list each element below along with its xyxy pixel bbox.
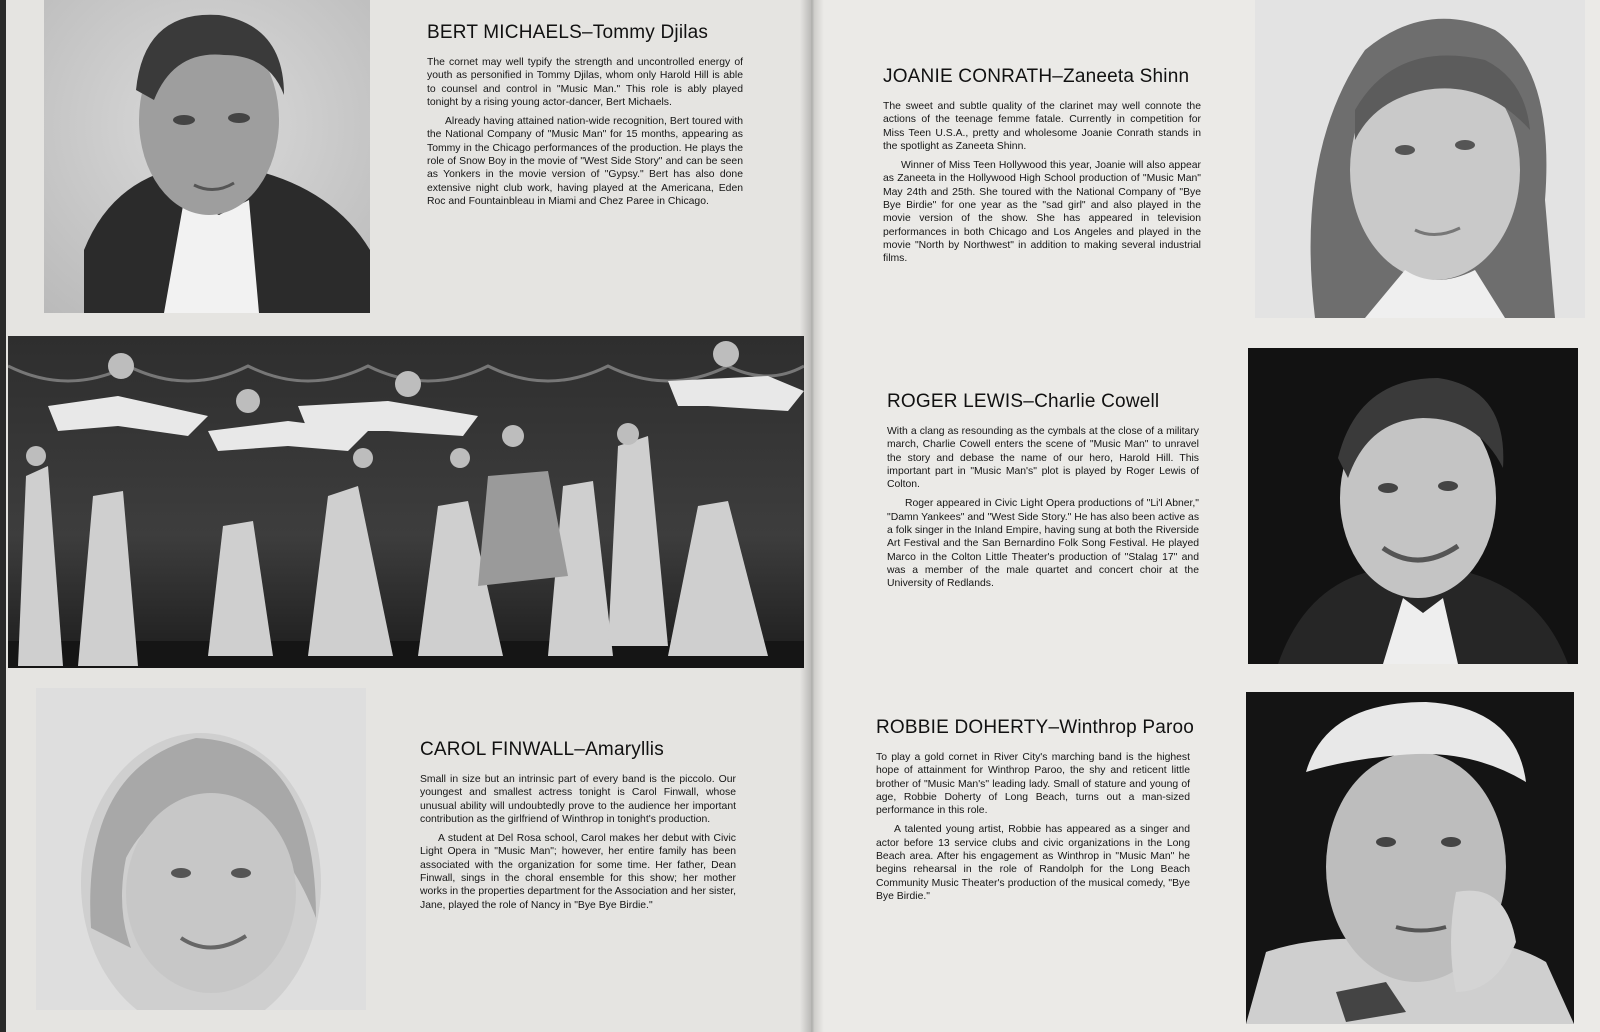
bio-paragraph: Winner of Miss Teen Hollywood this year, Joanie will also appear as Zaneeta in the Hollywood High School production of "Music Man" May 24th and 25th. She toured with the National Company of "Bye Bye Birdie" for one year as the "sad girl" and also played in the movie version of the show. She has appeared in television performances in both Chicago and Los Angeles and played in the movie "North by Northwest" in addition to making several industrial films. (883, 160, 1201, 265)
bio-paragraph: The sweet and subtle quality of the clarinet may well connote the actions of the teenage femme fatale. Currently in competition for Miss Teen U.S.A., pretty and wholesome Joanie Conrath stands in the spotlight as Zaneeta Shinn. (883, 101, 1201, 152)
actor-name: ROGER LEWIS (887, 391, 1024, 412)
bio-heading (427, 22, 743, 44)
bio-paragraph: A talented young artist, Robbie has appeared as a singer and actor before 13 service clubs and civic organizations in the Long Beach area. After his engagement as Winthrop in "Music Man" he begins rehearsal in the role of Randolph for the Long Beach Community Music Theater's production of the musical comedy, "Bye Bye Birdie." (876, 824, 1190, 902)
portrait-photo-roger-lewis (1248, 348, 1578, 664)
bio-bert-michaels (427, 22, 743, 214)
portrait-photo-robbie-doherty (1246, 692, 1574, 1024)
bio-paragraph: To play a gold cornet in River City's marching band is the highest hope of attainment for Winthrop Paroo, the shy and reticent little brother of "Music Man's" leading lady. Small of stature and young of age, Robbie Doherty of Long Beach, turns out a man-sized performance in this role. (876, 752, 1190, 817)
actor-name: ROBBIE DOHERTY (876, 717, 1049, 738)
portrait-photo-joanie-conrath (1255, 0, 1585, 318)
name-dash: – (1052, 66, 1064, 87)
bio-carol-finwall (420, 739, 736, 918)
name-dash: – (1048, 717, 1060, 738)
name-dash: – (582, 22, 593, 43)
portrait-photo-carol-finwall (36, 688, 366, 1010)
role-name: Charlie Cowell (1034, 391, 1160, 412)
bio-paragraph: Roger appeared in Civic Light Opera productions of "Li'l Abner," "Damn Yankees" and "West Side Story." He has also been active as a folk singer in the Inland Empire, having sung at both the Riverside Art Festival and the San Bernardino Folk Song Festival. He played Marco in the Colton Little Theater's production of "Stalag 17" and was a member of the male quartet and concert choir at the University of Redlands. (887, 498, 1200, 590)
actor-name: CAROL FINWALL (420, 739, 575, 760)
stage-production-photo (8, 336, 804, 668)
book-gutter-shadow (800, 0, 824, 1032)
role-name: Amaryllis (585, 739, 664, 760)
bio-paragraph: With a clang as resounding as the cymbals at the close of a military march, Charlie Cowell enters the scene of "Music Man" to unravel the story and debase the name of our hero, Harold Hill. This important part in "Music Man's" plot is played by Roger Lewis of Colton. (887, 426, 1199, 491)
bio-paragraph: Small in size but an intrinsic part of every band is the piccolo. Our youngest and smallest actress tonight is Carol Finwall, whose unusual ability will undoubtedly prove to the audience her important contribution as the girlfriend of Winthrop in tonight's production. (420, 774, 736, 825)
right-page (812, 0, 1600, 1032)
role-name: Tommy Djilas (592, 22, 709, 43)
actor-name: JOANIE CONRATH (883, 66, 1053, 87)
actor-name: BERT MICHAELS (427, 22, 582, 43)
bio-paragraph: A student at Del Rosa school, Carol makes her debut with Civic Light Opera in "Music Man"; however, her entire family has been associated with the organization for some time. Her father, Dean Finwall, sings in the choral ensemble for this show; her mother works in the properties department for the Association and her sister, Jane, played the role of Nancy in "Bye Bye Birdie." (420, 833, 736, 911)
page-edge-shadow (0, 0, 6, 1032)
bio-heading (420, 739, 736, 761)
name-dash: – (574, 739, 586, 760)
bio-heading (887, 391, 1199, 413)
bio-heading (876, 717, 1195, 739)
role-name: Winthrop Paroo (1059, 717, 1195, 738)
bio-paragraph: Already having attained nation-wide recognition, Bert toured with the National Company of "Music Man" for 15 months, appearing as Tommy in the Chicago performances of the production. He plays the role of Snow Boy in the movie of "West Side Story" and can be seen as Yonkers in the movie version of "Gypsy." Bert has also done extensive night club work, having played at the Americana, Eden Roc and Fountainbleau in Miami and Chez Paree in Chicago. (427, 116, 743, 207)
name-dash: – (1023, 391, 1035, 412)
bio-paragraph: The cornet may well typify the strength and uncontrolled energy of youth as personified in Tommy Djilas, whom only Harold Hill is able to counsel and control in "Music Man." This role is ably played tonight by a rising young actor-dancer, Bert Michaels. (427, 57, 743, 108)
role-name: Zaneeta Shinn (1063, 66, 1190, 87)
portrait-photo-bert-michaels (44, 0, 370, 313)
bio-robbie-doherty (876, 717, 1195, 909)
bio-heading (883, 66, 1201, 88)
bio-joanie-conrath (883, 66, 1201, 272)
bio-roger-lewis (887, 391, 1199, 597)
